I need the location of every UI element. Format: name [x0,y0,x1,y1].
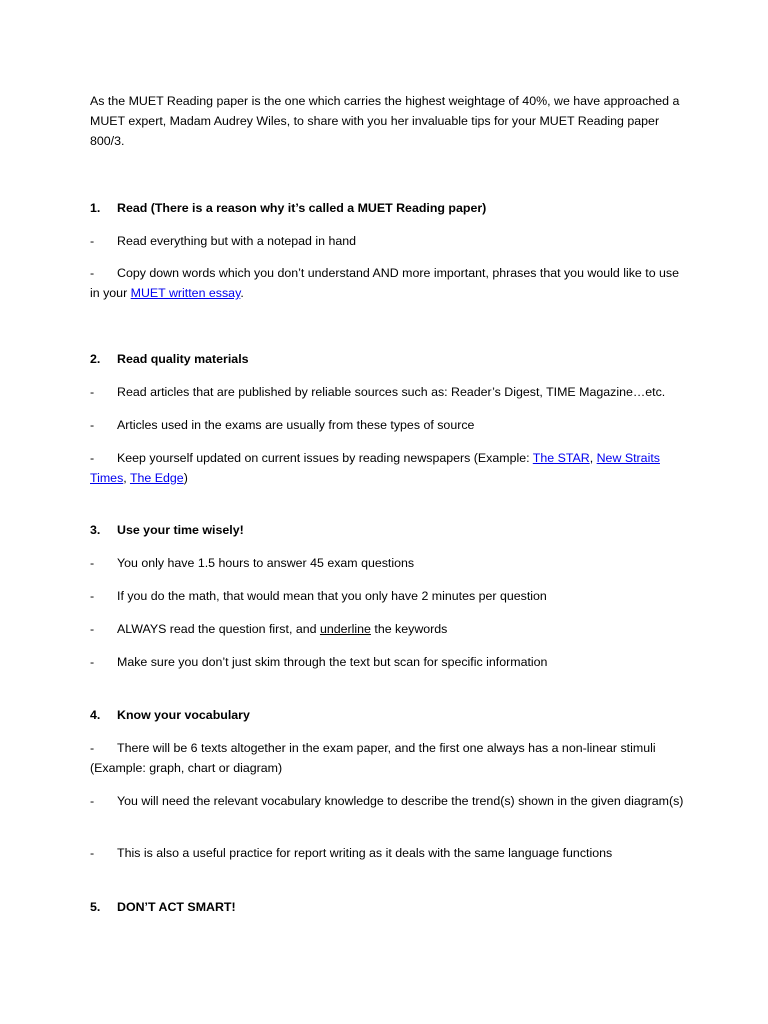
bullet-dash: - [90,655,95,669]
bullet-item: - You will need the relevant vocabulary knowledge to describe the trend(s) shown in the given diagram(s) [90,791,690,811]
bullet-item: - ALWAYS read the question first, and underline the keywords [90,619,690,639]
bullet-item: - You only have 1.5 hours to answer 45 exam questions [90,553,690,573]
section-5-heading [90,897,690,917]
bullet-item: - Articles used in the exams are usually from these types of source [90,415,690,435]
section-title: Know your vocabulary [117,708,250,722]
the-edge-link[interactable]: The Edge [129,471,184,485]
bullet-dash: - [90,741,95,755]
bullet-dash: - [90,556,95,570]
bullet-dash: - [90,385,95,399]
section-title: Read (There is a reason why it’s called a MUET Reading paper) [117,201,487,215]
bullet-dash: - [90,266,95,280]
section-title: DON’T ACT SMART! [117,900,236,914]
section-3-heading [90,520,690,540]
bullet-item: - Read articles that are published by reliable sources such as: Reader’s Digest, TIME Magazine…etc. [90,382,690,402]
section-title: Read quality materials [117,352,249,366]
bullet-item: - Make sure you don’t just skim through the text but scan for specific information [90,652,690,672]
underlined-word: underline [319,622,371,636]
section-1-heading [90,198,690,218]
section-number: 1. [90,201,101,215]
muet-written-essay-link[interactable]: MUET written essay [130,286,241,300]
bullet-dash: - [90,418,95,432]
bullet-dash: - [90,234,95,248]
section-number: 5. [90,900,101,914]
section-number: 2. [90,352,101,366]
intro-paragraph: As the MUET Reading paper is the one which carries the highest weightage of 40%, we have approached a MUET expert, Madam Audrey Wiles, to share with you her invaluable tips for your MUET Reading paper 800/3. [90,94,680,148]
section-number: 3. [90,523,101,537]
new-straits-times-link[interactable]: New Straits Times [90,451,660,485]
bullet-dash: - [90,451,95,465]
section-4-heading [90,705,690,725]
bullet-item: - This is also a useful practice for report writing as it deals with the same language functions [90,843,690,863]
bullet-item: - Keep yourself updated on current issues by reading newspapers (Example: The STAR, New Straits Times, The Edge) [90,448,690,488]
bullet-dash: - [90,846,95,860]
bullet-item: - Read everything but with a notepad in hand [90,231,690,251]
bullet-item: - There will be 6 texts altogether in the exam paper, and the first one always has a non-linear stimuli (Example: graph, chart or diagram) [90,738,690,778]
the-star-link[interactable]: The STAR [532,451,590,465]
section-number: 4. [90,708,101,722]
section-title: Use your time wisely! [117,523,244,537]
bullet-dash: - [90,589,95,603]
bullet-dash: - [90,794,95,808]
bullet-item: - Copy down words which you don’t understand AND more important, phrases that you would like to use in your MUET written essay. [90,263,690,303]
section-2-heading [90,349,690,369]
bullet-dash: - [90,622,95,636]
bullet-item: - If you do the math, that would mean that you only have 2 minutes per question [90,586,690,606]
